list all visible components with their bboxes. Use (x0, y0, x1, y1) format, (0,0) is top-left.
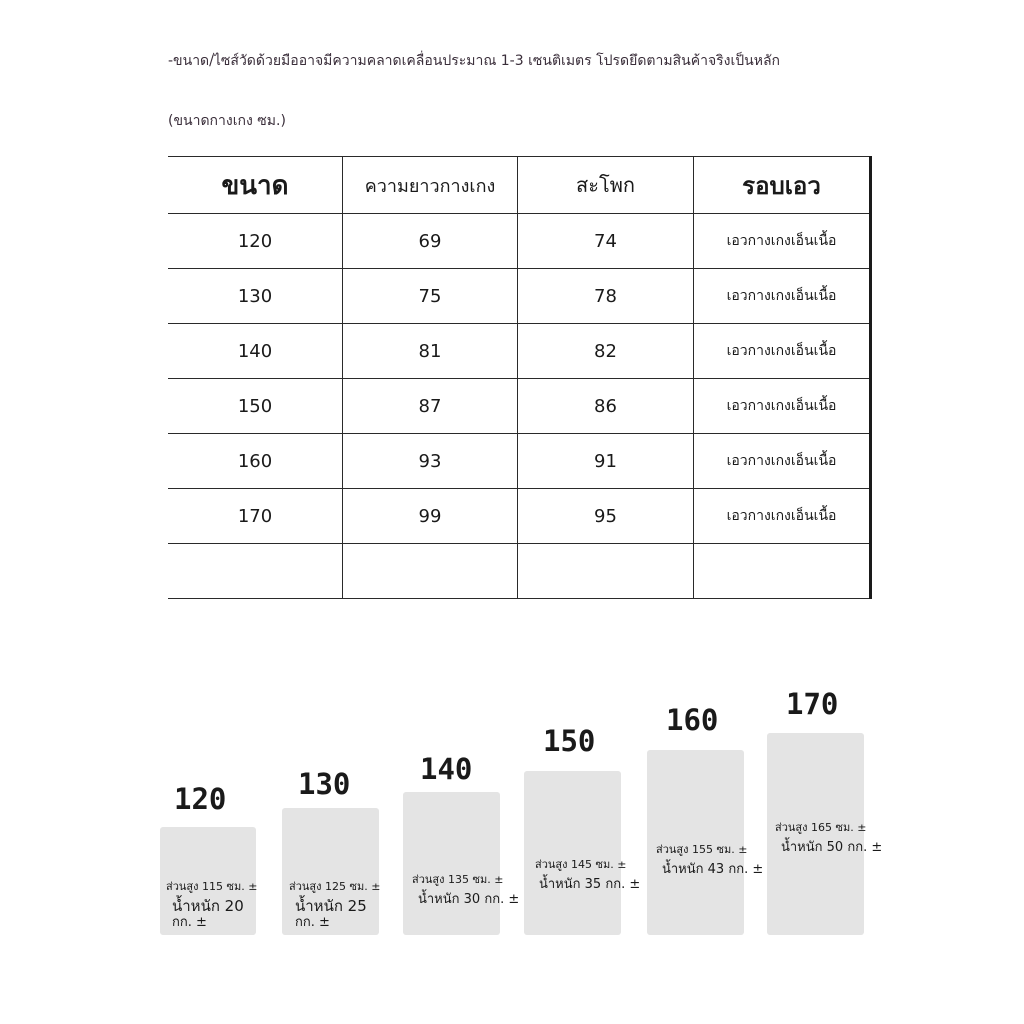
table-row-empty (168, 544, 871, 599)
cell-size: 170 (168, 489, 343, 544)
header-size: ขนาด (168, 157, 343, 214)
measurement-note: -ขนาด/ไซส์วัดด้วยมืออาจมีความคลาดเคลื่อนประมาณ 1-3 เซนติเมตร โปรดยึดตามสินค้าจริงเป็นหลัก (168, 53, 781, 69)
size-card (403, 792, 500, 935)
cell-length: 69 (343, 214, 518, 269)
card-info (166, 880, 257, 931)
cell-hip: 86 (518, 379, 694, 434)
cell-size: 160 (168, 434, 343, 489)
card-height: ส่วนสูง 115 ซม. ± (166, 880, 258, 893)
cell-hip: 78 (518, 269, 694, 324)
table-header-row (168, 157, 871, 214)
card-info (412, 873, 519, 908)
card-info (656, 843, 763, 878)
card-height: ส่วนสูง 145 ซม. ± (535, 858, 627, 871)
table-row (168, 214, 871, 269)
cell-waist: เอวกางเกงเอ็นเนื้อ (694, 214, 871, 269)
cell-waist: เอวกางเกงเอ็นเนื้อ (694, 324, 871, 379)
card-size-label: 130 (298, 767, 351, 801)
cell-length: 99 (343, 489, 518, 544)
card-size-label: 150 (543, 724, 596, 758)
card-size-label: 170 (786, 687, 839, 721)
cell-length (343, 544, 518, 599)
header-waist: รอบเอว (694, 157, 871, 214)
cell-size: 130 (168, 269, 343, 324)
header-hip: สะโพก (518, 157, 694, 214)
size-table (168, 156, 872, 599)
cell-size: 120 (168, 214, 343, 269)
card-info (535, 858, 640, 893)
cell-hip: 74 (518, 214, 694, 269)
card-size-label: 120 (174, 782, 227, 816)
card-weight: น้ำหนัก 30 กก. ± (418, 892, 520, 908)
cell-waist: เอวกางเกงเอ็นเนื้อ (694, 434, 871, 489)
cell-length: 75 (343, 269, 518, 324)
cell-hip: 82 (518, 324, 694, 379)
cell-length: 81 (343, 324, 518, 379)
cell-waist: เอวกางเกงเอ็นเนื้อ (694, 269, 871, 324)
card-height: ส่วนสูง 165 ซม. ± (775, 821, 867, 834)
card-info (775, 821, 882, 856)
cell-hip: 95 (518, 489, 694, 544)
table-row (168, 489, 871, 544)
cell-waist (694, 544, 871, 599)
cell-hip: 91 (518, 434, 694, 489)
header-pants-length: ความยาวกางเกง (343, 157, 518, 214)
card-size-label: 160 (666, 703, 719, 737)
card-weight: น้ำหนัก 50 กก. ± (781, 840, 883, 856)
card-weight: น้ำหนัก 43 กก. ± (662, 862, 764, 878)
table-row (168, 269, 871, 324)
card-weight: น้ำหนัก 20 (172, 897, 244, 916)
card-weight: น้ำหนัก 25 (295, 897, 367, 916)
card-height: ส่วนสูง 135 ซม. ± (412, 873, 504, 886)
card-height: ส่วนสูง 155 ซม. ± (656, 843, 748, 856)
table-row (168, 379, 871, 434)
card-weight: น้ำหนัก 35 กก. ± (539, 877, 641, 893)
card-height: ส่วนสูง 125 ซม. ± (289, 880, 381, 893)
cell-size: 150 (168, 379, 343, 434)
card-weight-unit: กก. ± (172, 915, 207, 931)
cell-length: 93 (343, 434, 518, 489)
cell-hip (518, 544, 694, 599)
cell-waist: เอวกางเกงเอ็นเนื้อ (694, 489, 871, 544)
cell-size: 140 (168, 324, 343, 379)
cell-size (168, 544, 343, 599)
cell-length: 87 (343, 379, 518, 434)
table-row (168, 434, 871, 489)
cell-waist: เอวกางเกงเอ็นเนื้อ (694, 379, 871, 434)
card-weight-unit: กก. ± (295, 915, 330, 931)
card-size-label: 140 (420, 752, 473, 786)
card-info (289, 880, 380, 931)
size-card (524, 771, 621, 935)
table-title: (ขนาดกางเกง ซม.) (168, 113, 286, 129)
table-row (168, 324, 871, 379)
